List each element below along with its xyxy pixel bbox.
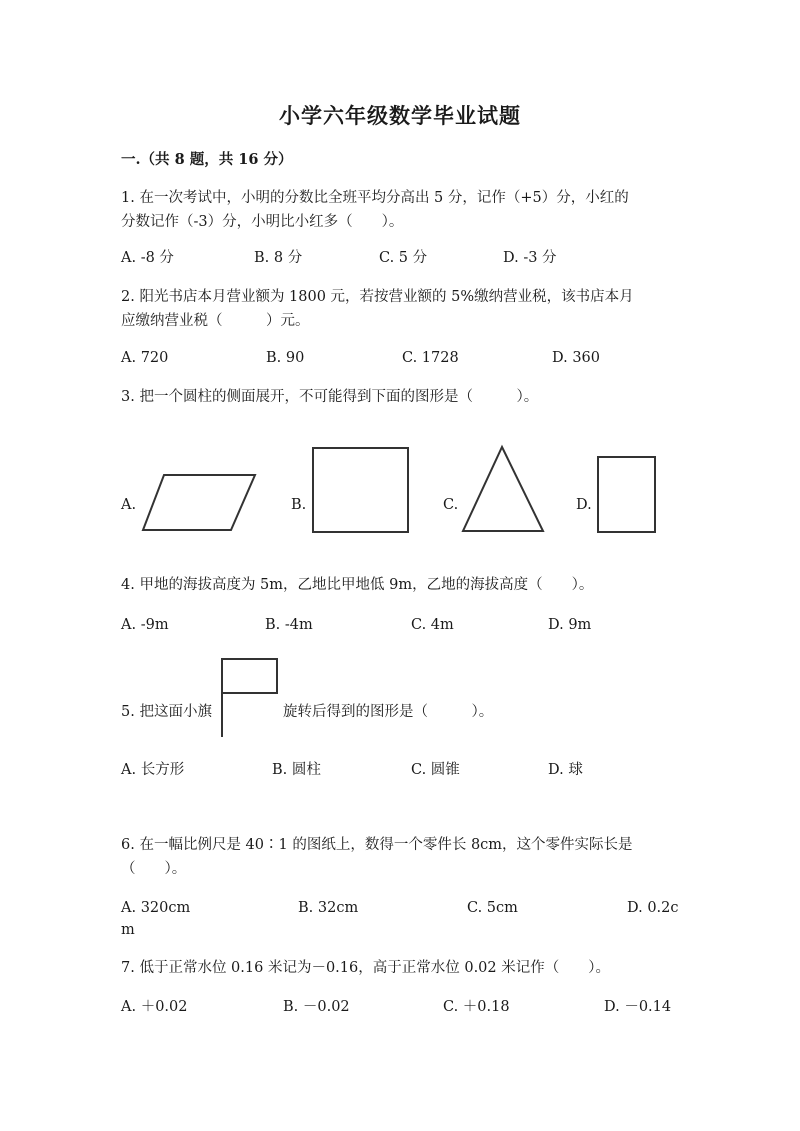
question-6-option-b: B. 32cm xyxy=(298,900,359,916)
question-1-line-1: 1. 在一次考试中，小明的分数比全班平均分高出 5 分，记作（+5）分，小红的 xyxy=(121,190,629,206)
question-3-option-b: B. xyxy=(291,497,307,513)
parallelogram-figure xyxy=(140,472,258,534)
question-1-option-a: A. -8 分 xyxy=(121,250,174,266)
triangle-figure xyxy=(460,444,546,534)
question-5-option-a: A. 长方形 xyxy=(121,762,185,778)
question-3-line-1: 3. 把一个圆柱的侧面展开，不可能得到下面的图形是（ ）。 xyxy=(121,389,539,405)
question-4-option-d: D. 9m xyxy=(548,617,592,633)
section-heading: 一.（共 8 题，共 16 分） xyxy=(121,151,293,168)
question-2-option-a: A. 720 xyxy=(121,350,169,366)
question-1-option-b: B. 8 分 xyxy=(254,250,303,266)
question-6-option-c: C. 5cm xyxy=(467,900,518,916)
question-4-option-c: C. 4m xyxy=(411,617,454,633)
question-5-option-d: D. 球 xyxy=(548,762,583,778)
question-1-option-d: D. -3 分 xyxy=(503,250,557,266)
question-1-line-2: 分数记作（-3）分，小明比小红多（ ）。 xyxy=(121,214,404,230)
question-7-option-c: C. ＋0.18 xyxy=(443,999,510,1015)
question-7-line-1: 7. 低于正常水位 0.16 米记为－0.16，高于正常水位 0.02 米记作（ ）。 xyxy=(121,960,610,976)
question-7-option-d: D. －0.14 xyxy=(604,999,672,1015)
question-5-option-c: C. 圆锥 xyxy=(411,762,460,778)
question-1-option-c: C. 5 分 xyxy=(379,250,428,266)
question-5-option-b: B. 圆柱 xyxy=(272,762,321,778)
question-2-option-d: D. 360 xyxy=(552,350,601,366)
question-2-line-1: 2. 阳光书店本月营业额为 1800 元，若按营业额的 5%缴纳营业税，该书店本月 xyxy=(121,289,634,305)
question-4-option-a: A. -9m xyxy=(121,617,169,633)
question-5-line-2: 旋转后得到的图形是（ ）。 xyxy=(283,704,494,720)
question-7-option-a: A. ＋0.02 xyxy=(121,999,188,1015)
question-2-line-2: 应缴纳营业税（ ）元。 xyxy=(121,313,310,329)
question-6-option-d-wrap: m xyxy=(121,922,135,938)
question-3-option-c: C. xyxy=(443,497,459,513)
question-4-option-b: B. -4m xyxy=(265,617,313,633)
question-6-line-2: （ ）。 xyxy=(121,861,187,877)
question-5-line-1: 5. 把这面小旗 xyxy=(121,704,212,720)
question-3-option-a: A. xyxy=(121,497,137,513)
page-title: 小学六年级数学毕业试题 xyxy=(279,103,521,128)
question-6-option-a: A. 320cm xyxy=(121,900,191,916)
question-2-option-b: B. 90 xyxy=(266,350,305,366)
flag-figure xyxy=(218,656,280,739)
question-2-option-c: C. 1728 xyxy=(402,350,459,366)
question-6-line-1: 6. 在一幅比例尺是 40∶1 的图纸上，数得一个零件长 8cm，这个零件实际长是 xyxy=(121,837,633,853)
question-4-line-1: 4. 甲地的海拔高度为 5m，乙地比甲地低 9m，乙地的海拔高度（ ）。 xyxy=(121,577,594,593)
rectangle-figure xyxy=(596,455,658,534)
question-6-option-d: D. 0.2c xyxy=(627,900,679,916)
square-figure xyxy=(311,446,411,534)
question-7-option-b: B. －0.02 xyxy=(283,999,350,1015)
question-3-option-d: D. xyxy=(576,497,592,513)
